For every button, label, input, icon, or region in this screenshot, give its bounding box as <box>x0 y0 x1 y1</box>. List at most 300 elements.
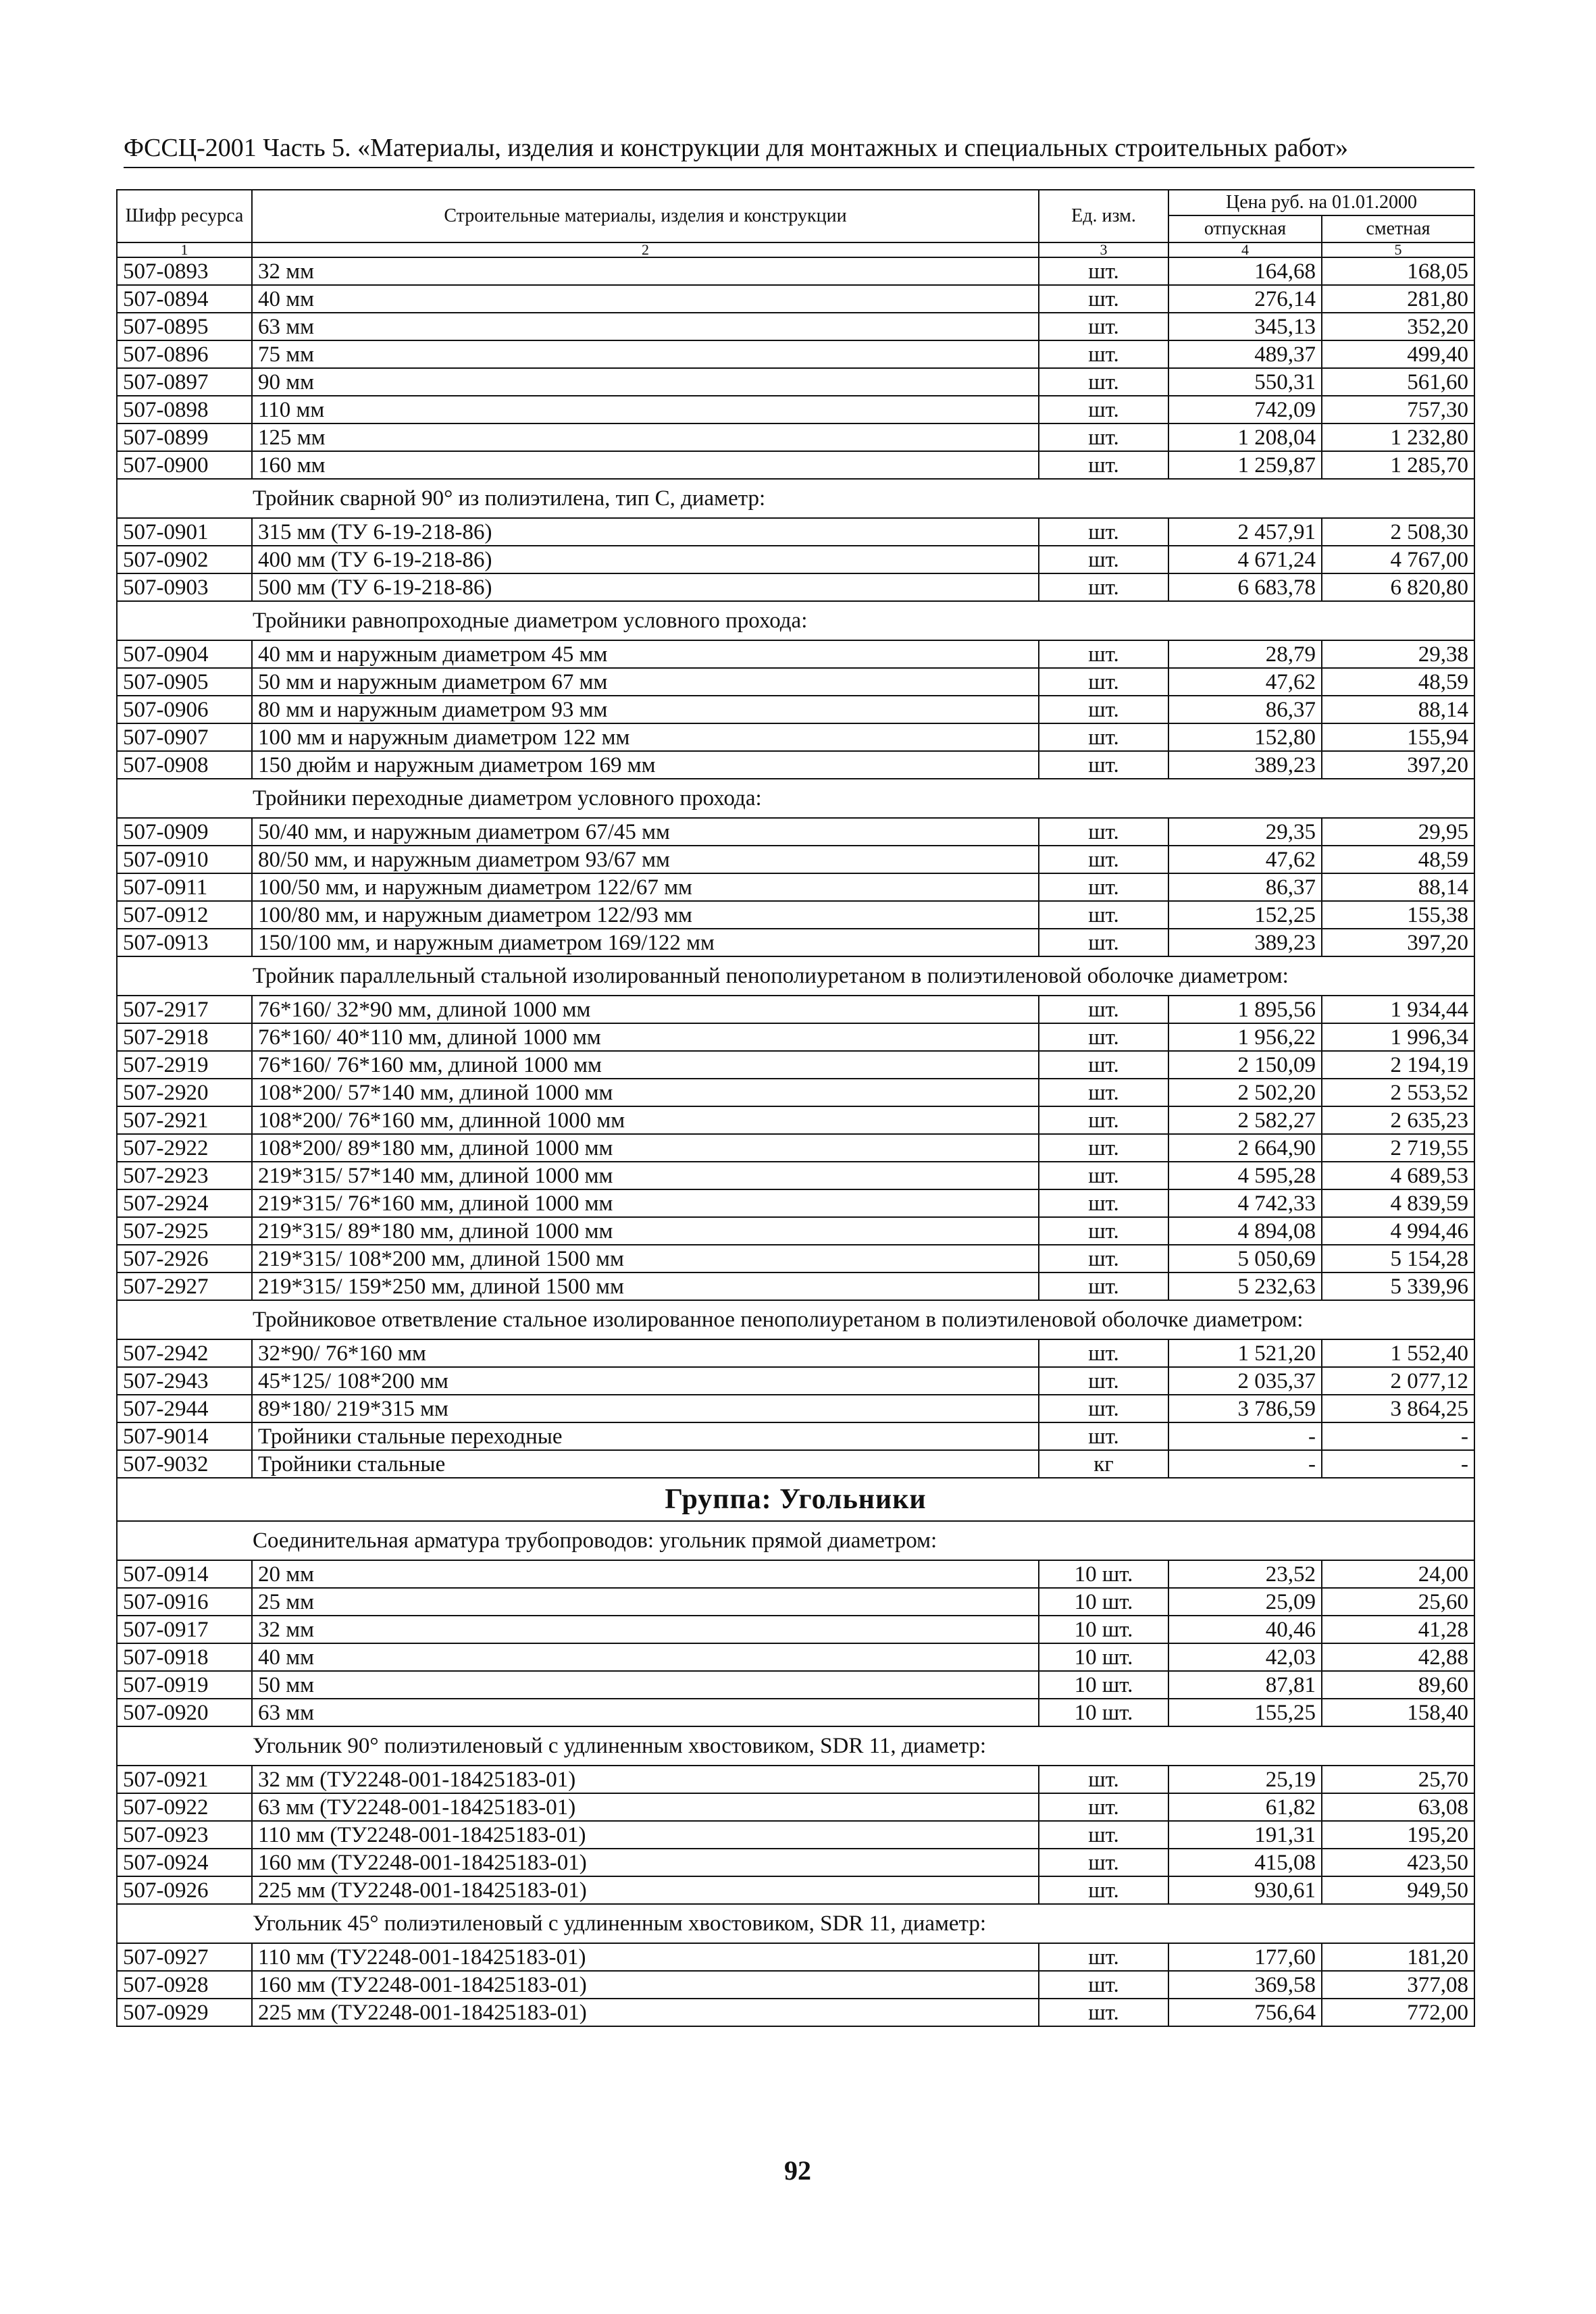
cell-unit: шт. <box>1039 573 1168 601</box>
cell-code: 507-9014 <box>117 1422 252 1450</box>
cell-code: 507-0905 <box>117 668 252 696</box>
cell-price-estimate: 181,20 <box>1322 1943 1474 1971</box>
cell-unit: 10 шт. <box>1039 1560 1168 1588</box>
cell-unit: шт. <box>1039 451 1168 479</box>
cell-unit: шт. <box>1039 396 1168 423</box>
cell-price-release: 3 786,59 <box>1168 1395 1322 1422</box>
cell-code: 507-2927 <box>117 1272 252 1300</box>
cell-unit: шт. <box>1039 1999 1168 2026</box>
table-row <box>117 846 1474 873</box>
cell-name: 110 мм <box>252 396 1039 423</box>
table-row <box>117 1849 1474 1876</box>
cell-name: 219*315/ 108*200 мм, длиной 1500 мм <box>252 1245 1039 1272</box>
table-row <box>117 1876 1474 1904</box>
cell-price-release: 489,37 <box>1168 340 1322 368</box>
cell-code: 507-0909 <box>117 818 252 846</box>
cell-code: 507-0929 <box>117 1999 252 2026</box>
cell-code: 507-2942 <box>117 1339 252 1367</box>
cell-code: 507-2943 <box>117 1367 252 1395</box>
cell-price-estimate: 561,60 <box>1322 368 1474 396</box>
cell-code: 507-0916 <box>117 1588 252 1616</box>
cell-unit: шт. <box>1039 257 1168 285</box>
table-row <box>117 573 1474 601</box>
cell-code: 507-0908 <box>117 751 252 779</box>
cell-unit: шт. <box>1039 313 1168 340</box>
cell-name: 75 мм <box>252 340 1039 368</box>
table-body <box>117 257 1474 2026</box>
cell-price-release: 61,82 <box>1168 1793 1322 1821</box>
cell-unit: шт. <box>1039 1023 1168 1051</box>
cell-name: 219*315/ 57*140 мм, длиной 1000 мм <box>252 1162 1039 1189</box>
cell-code: 507-0927 <box>117 1943 252 1971</box>
table-row <box>117 901 1474 929</box>
cell-name: 219*315/ 76*160 мм, длиной 1000 мм <box>252 1189 1039 1217</box>
cell-unit: шт. <box>1039 1849 1168 1876</box>
table-row <box>117 996 1474 1023</box>
table-row <box>117 1616 1474 1643</box>
cell-code: 507-2918 <box>117 1023 252 1051</box>
cell-price-release: 155,25 <box>1168 1699 1322 1726</box>
cell-unit: шт. <box>1039 1134 1168 1162</box>
cell-price-release: 177,60 <box>1168 1943 1322 1971</box>
cell-price-estimate: 5 154,28 <box>1322 1245 1474 1272</box>
cell-price-release: 4 894,08 <box>1168 1217 1322 1245</box>
cell-price-estimate: 949,50 <box>1322 1876 1474 1904</box>
cell-price-release: 345,13 <box>1168 313 1322 340</box>
cell-name: Тройники стальные <box>252 1450 1039 1478</box>
cell-unit: шт. <box>1039 901 1168 929</box>
cell-code: 507-0893 <box>117 257 252 285</box>
cell-name: 100/50 мм, и наружным диаметром 122/67 мм <box>252 873 1039 901</box>
cell-price-estimate: 772,00 <box>1322 1999 1474 2026</box>
cell-price-estimate: 195,20 <box>1322 1821 1474 1849</box>
cell-price-estimate: 2 508,30 <box>1322 518 1474 546</box>
cell-code: 507-9032 <box>117 1450 252 1478</box>
subheading-row <box>117 1521 1474 1560</box>
subheading-row <box>117 1904 1474 1943</box>
cell-price-estimate: 1 552,40 <box>1322 1339 1474 1367</box>
cell-name: 32 мм <box>252 257 1039 285</box>
cell-price-release: 29,35 <box>1168 818 1322 846</box>
cell-code: 507-0914 <box>117 1560 252 1588</box>
cell-unit: 10 шт. <box>1039 1616 1168 1643</box>
column-number-5: 5 <box>1322 242 1474 257</box>
cell-unit: шт. <box>1039 1821 1168 1849</box>
table-row <box>117 313 1474 340</box>
cell-name: 50 мм и наружным диаметром 67 мм <box>252 668 1039 696</box>
cell-price-release: 164,68 <box>1168 257 1322 285</box>
cell-code: 507-0902 <box>117 546 252 573</box>
cell-unit: шт. <box>1039 1079 1168 1106</box>
cell-price-estimate: 155,94 <box>1322 723 1474 751</box>
cell-unit: шт. <box>1039 929 1168 956</box>
cell-code: 507-0921 <box>117 1766 252 1793</box>
subheading: Тройниковое ответвление стальное изолированное пенополиуретаном в полиэтиленовой оболочке диаметром: <box>117 1300 1474 1339</box>
cell-unit: шт. <box>1039 696 1168 723</box>
cell-code: 507-0926 <box>117 1876 252 1904</box>
cell-unit: шт. <box>1039 846 1168 873</box>
subheading-row <box>117 779 1474 818</box>
cell-price-release: 1 895,56 <box>1168 996 1322 1023</box>
table-row <box>117 1560 1474 1588</box>
table-row <box>117 340 1474 368</box>
subheading: Угольник 45° полиэтиленовый с удлиненным хвостовиком, SDR 11, диаметр: <box>117 1904 1474 1943</box>
column-header-release: отпускная <box>1168 215 1322 242</box>
cell-price-release: 2 582,27 <box>1168 1106 1322 1134</box>
cell-name: 32*90/ 76*160 мм <box>252 1339 1039 1367</box>
page-header: ФССЦ-2001 Часть 5. «Материалы, изделия и конструкции для монтажных и специальных строительных работ» <box>124 134 1348 162</box>
cell-price-estimate: 29,38 <box>1322 640 1474 668</box>
table-row <box>117 518 1474 546</box>
cell-name: 76*160/ 76*160 мм, длиной 1000 мм <box>252 1051 1039 1079</box>
cell-price-estimate: 4 689,53 <box>1322 1162 1474 1189</box>
cell-code: 507-2944 <box>117 1395 252 1422</box>
cell-code: 507-0903 <box>117 573 252 601</box>
table-row <box>117 873 1474 901</box>
column-number-1: 1 <box>117 242 252 257</box>
cell-price-release: 276,14 <box>1168 285 1322 313</box>
cell-price-release: 742,09 <box>1168 396 1322 423</box>
cell-code: 507-0906 <box>117 696 252 723</box>
cell-price-estimate: 397,20 <box>1322 751 1474 779</box>
table-row <box>117 1671 1474 1699</box>
subheading: Тройники равнопроходные диаметром условного прохода: <box>117 601 1474 640</box>
table-row <box>117 1189 1474 1217</box>
group-heading-row <box>117 1478 1474 1521</box>
cell-price-estimate: 158,40 <box>1322 1699 1474 1726</box>
cell-price-estimate: 2 077,12 <box>1322 1367 1474 1395</box>
table-row <box>117 1272 1474 1300</box>
cell-price-estimate: 281,80 <box>1322 285 1474 313</box>
subheading: Тройник сварной 90° из полиэтилена, тип С, диаметр: <box>117 479 1474 518</box>
column-header-code: Шифр ресурса <box>117 190 252 242</box>
cell-name: 110 мм (ТУ2248-001-18425183-01) <box>252 1943 1039 1971</box>
table-row <box>117 451 1474 479</box>
subheading: Тройник параллельный стальной изолированный пенополиуретаном в полиэтиленовой оболочке диаметром: <box>117 956 1474 996</box>
cell-code: 507-2917 <box>117 996 252 1023</box>
header-rule <box>124 167 1474 168</box>
table-row <box>117 1999 1474 2026</box>
cell-name: 225 мм (ТУ2248-001-18425183-01) <box>252 1999 1039 2026</box>
table-row <box>117 1023 1474 1051</box>
cell-price-release: 756,64 <box>1168 1999 1322 2026</box>
cell-name: 108*200/ 57*140 мм, длиной 1000 мм <box>252 1079 1039 1106</box>
column-header-price: Цена руб. на 01.01.2000 <box>1168 190 1474 215</box>
cell-code: 507-0917 <box>117 1616 252 1643</box>
table-row <box>117 1134 1474 1162</box>
cell-unit: шт. <box>1039 1943 1168 1971</box>
cell-price-estimate: 155,38 <box>1322 901 1474 929</box>
cell-price-estimate: 1 285,70 <box>1322 451 1474 479</box>
table-row <box>117 1106 1474 1134</box>
cell-name: 89*180/ 219*315 мм <box>252 1395 1039 1422</box>
cell-price-release: 6 683,78 <box>1168 573 1322 601</box>
cell-price-estimate: 377,08 <box>1322 1971 1474 1999</box>
cell-price-release: 1 259,87 <box>1168 451 1322 479</box>
cell-price-release: 2 457,91 <box>1168 518 1322 546</box>
table-row <box>117 1588 1474 1616</box>
table-row <box>117 1079 1474 1106</box>
cell-price-release: - <box>1168 1450 1322 1478</box>
subheading-row <box>117 1726 1474 1766</box>
cell-price-estimate: 88,14 <box>1322 696 1474 723</box>
table-row <box>117 640 1474 668</box>
column-number-3: 3 <box>1039 242 1168 257</box>
cell-name: 63 мм (ТУ2248-001-18425183-01) <box>252 1793 1039 1821</box>
cell-price-release: 86,37 <box>1168 873 1322 901</box>
subheading: Угольник 90° полиэтиленовый с удлиненным хвостовиком, SDR 11, диаметр: <box>117 1726 1474 1766</box>
cell-price-estimate: 1 996,34 <box>1322 1023 1474 1051</box>
cell-name: 500 мм (ТУ 6-19-218-86) <box>252 573 1039 601</box>
table-row <box>117 423 1474 451</box>
cell-name: 100/80 мм, и наружным диаметром 122/93 мм <box>252 901 1039 929</box>
cell-price-estimate: 352,20 <box>1322 313 1474 340</box>
cell-name: 63 мм <box>252 1699 1039 1726</box>
cell-unit: шт. <box>1039 368 1168 396</box>
group-heading: Группа: Угольники <box>117 1478 1474 1521</box>
cell-name: 150/100 мм, и наружным диаметром 169/122 мм <box>252 929 1039 956</box>
cell-name: 32 мм (ТУ2248-001-18425183-01) <box>252 1766 1039 1793</box>
cell-price-release: - <box>1168 1422 1322 1450</box>
cell-price-estimate: 48,59 <box>1322 668 1474 696</box>
cell-code: 507-0907 <box>117 723 252 751</box>
cell-price-release: 389,23 <box>1168 751 1322 779</box>
cell-unit: шт. <box>1039 668 1168 696</box>
cell-unit: шт. <box>1039 546 1168 573</box>
cell-price-release: 2 035,37 <box>1168 1367 1322 1395</box>
table-row <box>117 1766 1474 1793</box>
cell-name: 80/50 мм, и наружным диаметром 93/67 мм <box>252 846 1039 873</box>
cell-code: 507-0897 <box>117 368 252 396</box>
cell-name: 76*160/ 40*110 мм, длиной 1000 мм <box>252 1023 1039 1051</box>
cell-code: 507-0901 <box>117 518 252 546</box>
cell-unit: шт. <box>1039 1272 1168 1300</box>
cell-price-release: 369,58 <box>1168 1971 1322 1999</box>
cell-code: 507-0923 <box>117 1821 252 1849</box>
cell-name: 108*200/ 89*180 мм, длиной 1000 мм <box>252 1134 1039 1162</box>
cell-unit: кг <box>1039 1450 1168 1478</box>
table-row <box>117 1971 1474 1999</box>
subheading: Тройники переходные диаметром условного прохода: <box>117 779 1474 818</box>
table-row <box>117 818 1474 846</box>
cell-name: 315 мм (ТУ 6-19-218-86) <box>252 518 1039 546</box>
table-row <box>117 1450 1474 1478</box>
cell-code: 507-0898 <box>117 396 252 423</box>
cell-name: 63 мм <box>252 313 1039 340</box>
cell-unit: шт. <box>1039 1245 1168 1272</box>
cell-name: 225 мм (ТУ2248-001-18425183-01) <box>252 1876 1039 1904</box>
table-row <box>117 751 1474 779</box>
cell-price-estimate: 2 719,55 <box>1322 1134 1474 1162</box>
cell-price-estimate: 1 934,44 <box>1322 996 1474 1023</box>
table-row <box>117 1217 1474 1245</box>
cell-price-estimate: 397,20 <box>1322 929 1474 956</box>
cell-code: 507-0913 <box>117 929 252 956</box>
cell-unit: шт. <box>1039 640 1168 668</box>
cell-price-estimate: - <box>1322 1422 1474 1450</box>
cell-price-release: 4 742,33 <box>1168 1189 1322 1217</box>
cell-name: 50/40 мм, и наружным диаметром 67/45 мм <box>252 818 1039 846</box>
cell-price-estimate: - <box>1322 1450 1474 1478</box>
cell-code: 507-0911 <box>117 873 252 901</box>
cell-price-estimate: 423,50 <box>1322 1849 1474 1876</box>
column-number-4: 4 <box>1168 242 1322 257</box>
cell-price-estimate: 168,05 <box>1322 257 1474 285</box>
cell-code: 507-2920 <box>117 1079 252 1106</box>
cell-price-estimate: 41,28 <box>1322 1616 1474 1643</box>
table-row <box>117 257 1474 285</box>
cell-unit: шт. <box>1039 723 1168 751</box>
cell-name: 45*125/ 108*200 мм <box>252 1367 1039 1395</box>
cell-price-estimate: 42,88 <box>1322 1643 1474 1671</box>
table-row <box>117 546 1474 573</box>
cell-price-estimate: 5 339,96 <box>1322 1272 1474 1300</box>
cell-code: 507-0895 <box>117 313 252 340</box>
cell-price-estimate: 1 232,80 <box>1322 423 1474 451</box>
cell-unit: шт. <box>1039 1051 1168 1079</box>
table-row <box>117 1821 1474 1849</box>
cell-name: 400 мм (ТУ 6-19-218-86) <box>252 546 1039 573</box>
cell-price-release: 930,61 <box>1168 1876 1322 1904</box>
page-number: 92 <box>784 2155 811 2186</box>
cell-price-release: 152,80 <box>1168 723 1322 751</box>
cell-unit: шт. <box>1039 818 1168 846</box>
subheading-row <box>117 601 1474 640</box>
table-row <box>117 1643 1474 1671</box>
cell-unit: шт. <box>1039 1189 1168 1217</box>
cell-code: 507-2921 <box>117 1106 252 1134</box>
cell-code: 507-0904 <box>117 640 252 668</box>
cell-name: 40 мм <box>252 1643 1039 1671</box>
cell-price-release: 40,46 <box>1168 1616 1322 1643</box>
table-row <box>117 1051 1474 1079</box>
cell-price-estimate: 6 820,80 <box>1322 573 1474 601</box>
table-row <box>117 1367 1474 1395</box>
table-row <box>117 723 1474 751</box>
cell-price-release: 389,23 <box>1168 929 1322 956</box>
cell-price-estimate: 63,08 <box>1322 1793 1474 1821</box>
cell-price-release: 2 664,90 <box>1168 1134 1322 1162</box>
cell-unit: шт. <box>1039 1793 1168 1821</box>
table-row <box>117 285 1474 313</box>
cell-price-release: 42,03 <box>1168 1643 1322 1671</box>
cell-price-release: 47,62 <box>1168 846 1322 873</box>
table-row <box>117 1943 1474 1971</box>
column-number-2: 2 <box>252 242 1039 257</box>
cell-price-release: 86,37 <box>1168 696 1322 723</box>
cell-price-estimate: 4 839,59 <box>1322 1189 1474 1217</box>
cell-name: 100 мм и наружным диаметром 122 мм <box>252 723 1039 751</box>
cell-price-estimate: 3 864,25 <box>1322 1395 1474 1422</box>
cell-name: 150 дюйм и наружным диаметром 169 мм <box>252 751 1039 779</box>
cell-unit: шт. <box>1039 423 1168 451</box>
cell-name: 108*200/ 76*160 мм, длинной 1000 мм <box>252 1106 1039 1134</box>
cell-unit: шт. <box>1039 518 1168 546</box>
cell-unit: 10 шт. <box>1039 1588 1168 1616</box>
table-row <box>117 368 1474 396</box>
subheading: Соединительная арматура трубопроводов: угольник прямой диаметром: <box>117 1521 1474 1560</box>
cell-unit: шт. <box>1039 1971 1168 1999</box>
cell-unit: шт. <box>1039 751 1168 779</box>
cell-code: 507-2924 <box>117 1189 252 1217</box>
subheading-row <box>117 956 1474 996</box>
cell-price-release: 23,52 <box>1168 1560 1322 1588</box>
cell-code: 507-0900 <box>117 451 252 479</box>
cell-price-release: 5 050,69 <box>1168 1245 1322 1272</box>
cell-price-estimate: 2 553,52 <box>1322 1079 1474 1106</box>
cell-unit: шт. <box>1039 996 1168 1023</box>
cell-name: 160 мм (ТУ2248-001-18425183-01) <box>252 1849 1039 1876</box>
cell-price-release: 5 232,63 <box>1168 1272 1322 1300</box>
cell-unit: шт. <box>1039 1367 1168 1395</box>
cell-price-release: 191,31 <box>1168 1821 1322 1849</box>
cell-code: 507-2925 <box>117 1217 252 1245</box>
cell-price-release: 4 595,28 <box>1168 1162 1322 1189</box>
cell-name: 90 мм <box>252 368 1039 396</box>
cell-price-release: 550,31 <box>1168 368 1322 396</box>
cell-code: 507-0912 <box>117 901 252 929</box>
cell-price-estimate: 25,60 <box>1322 1588 1474 1616</box>
cell-name: 219*315/ 159*250 мм, длиной 1500 мм <box>252 1272 1039 1300</box>
cell-unit: шт. <box>1039 1162 1168 1189</box>
cell-price-release: 47,62 <box>1168 668 1322 696</box>
cell-unit: шт. <box>1039 873 1168 901</box>
cell-unit: шт. <box>1039 1876 1168 1904</box>
cell-name: 160 мм (ТУ2248-001-18425183-01) <box>252 1971 1039 1999</box>
cell-price-release: 87,81 <box>1168 1671 1322 1699</box>
cell-code: 507-2923 <box>117 1162 252 1189</box>
cell-code: 507-0918 <box>117 1643 252 1671</box>
column-header-unit: Ед. изм. <box>1039 190 1168 242</box>
cell-price-estimate: 89,60 <box>1322 1671 1474 1699</box>
cell-name: 80 мм и наружным диаметром 93 мм <box>252 696 1039 723</box>
table-row <box>117 1793 1474 1821</box>
cell-price-release: 25,19 <box>1168 1766 1322 1793</box>
cell-price-estimate: 4 767,00 <box>1322 546 1474 573</box>
cell-price-estimate: 757,30 <box>1322 396 1474 423</box>
cell-price-estimate: 499,40 <box>1322 340 1474 368</box>
cell-price-release: 152,25 <box>1168 901 1322 929</box>
price-table <box>116 189 1475 2027</box>
subheading-row <box>117 479 1474 518</box>
cell-unit: шт. <box>1039 1395 1168 1422</box>
cell-name: Тройники стальные переходные <box>252 1422 1039 1450</box>
cell-name: 40 мм и наружным диаметром 45 мм <box>252 640 1039 668</box>
cell-name: 76*160/ 32*90 мм, длиной 1000 мм <box>252 996 1039 1023</box>
cell-price-estimate: 4 994,46 <box>1322 1217 1474 1245</box>
table-row <box>117 396 1474 423</box>
cell-code: 507-2926 <box>117 1245 252 1272</box>
cell-price-release: 25,09 <box>1168 1588 1322 1616</box>
cell-price-release: 415,08 <box>1168 1849 1322 1876</box>
cell-price-release: 4 671,24 <box>1168 546 1322 573</box>
cell-code: 507-0928 <box>117 1971 252 1999</box>
cell-code: 507-0920 <box>117 1699 252 1726</box>
cell-name: 25 мм <box>252 1588 1039 1616</box>
cell-price-release: 1 521,20 <box>1168 1339 1322 1367</box>
cell-code: 507-0896 <box>117 340 252 368</box>
cell-unit: шт. <box>1039 1217 1168 1245</box>
cell-unit: шт. <box>1039 1422 1168 1450</box>
column-header-estimate: сметная <box>1322 215 1474 242</box>
cell-unit: шт. <box>1039 340 1168 368</box>
cell-name: 219*315/ 89*180 мм, длиной 1000 мм <box>252 1217 1039 1245</box>
cell-price-release: 2 150,09 <box>1168 1051 1322 1079</box>
cell-code: 507-0910 <box>117 846 252 873</box>
cell-price-release: 28,79 <box>1168 640 1322 668</box>
subheading-row <box>117 1300 1474 1339</box>
table-row <box>117 668 1474 696</box>
